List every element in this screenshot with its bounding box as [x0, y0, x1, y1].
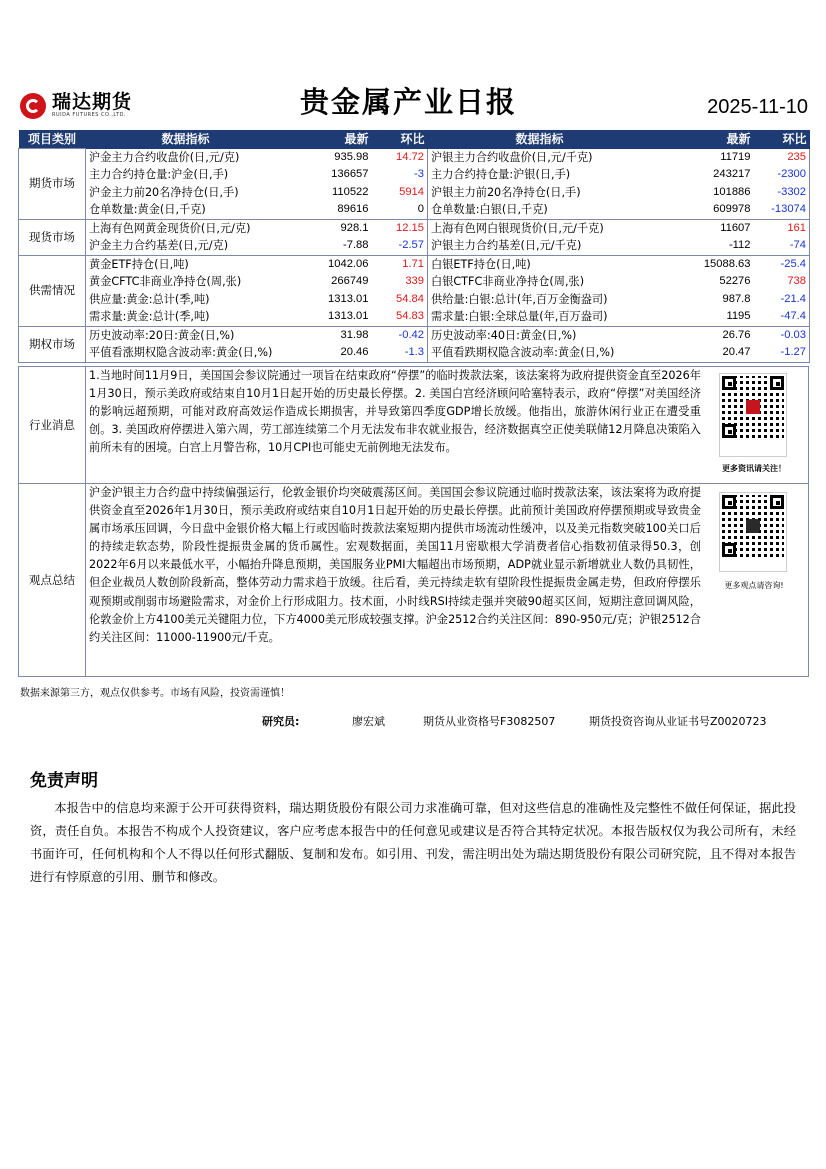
- change-cell: 738: [754, 273, 810, 291]
- indicator-cell: 沪金主力合约基差(日,元/克): [86, 237, 286, 255]
- table-row: [19, 219, 810, 237]
- logo-mark-icon: [20, 93, 46, 119]
- view-summary-text: 沪金沪银主力合约盘中持续偏强运行，伦敦金银价均突破震荡区间。美国国会参议院通过临时拨款法案，该法案将为政府提供资金直至2026年1月30日，预示美政府或结束自10月1日起开始的历史最长停摆。此前预计美国政府停摆预期或导致贵金属市场承压回调，今日盘中金银价格大幅上行或因临时拨款法案短期内提供市场流动性缓冲，以及美元指数突破100关口后的持续走软态势，阶段性提振贵金属的货币属性。宏观数据面，美国11月密歇根大学消费者信心指数初值录得50.3，创2022年6月以来最低水平，小幅抬升降息预期，美国服务业PMI大幅超出市场预期，ADP就业显示新增就业人数仍具韧性，但企业裁员人数创阶段新高，整体劳动力需求趋于放缓。往后看，美元持续走软有望阶段性提振贵金属走势，但政府停摆乐观预期或削弱市场避险需求，对金价上行形成阻力。技术面，小时线RSI持续走强并突破90超买区间，短期注意回调风险，伦敦金价上方4100美元关键阻力位，下方4000美元形成较强支撑。沪金2512合约关注区间：890-950元/克；沪银2512合约关注区间：11000-11900元/千克。: [89, 486, 701, 644]
- data-source-note: 数据来源第三方，观点仅供参考。市场有风险，投资需谨慎！: [20, 688, 290, 699]
- header-change-right: 环比: [754, 130, 810, 149]
- change-cell: 54.83: [372, 308, 428, 326]
- category-cell: 供需情况: [19, 255, 86, 326]
- indicator-cell: 白银ETF持仓(日,吨): [428, 255, 652, 273]
- latest-cell: 1042.06: [328, 257, 369, 270]
- view-summary-block: [18, 483, 809, 677]
- table-row: [19, 184, 810, 202]
- category-cell: 期权市场: [19, 326, 86, 362]
- indicator-cell: 主力合约持仓量:沪金(日,手): [89, 168, 229, 182]
- report-date: 2025-11-10: [707, 96, 808, 118]
- data-table: [18, 130, 810, 363]
- indicator-cell: 主力合约持仓量:沪银(日,手): [428, 166, 652, 184]
- indicator-cell: 仓单数量:白银(日,千克): [428, 201, 652, 219]
- latest-cell: 20.47: [652, 344, 754, 362]
- change-cell: -25.4: [754, 255, 810, 273]
- indicator-cell: 上海有色网白银现货价(日,元/千克): [428, 219, 652, 237]
- latest-cell: 15088.63: [703, 257, 751, 270]
- report-header: [0, 0, 826, 130]
- latest-cell: 987.8: [722, 292, 751, 305]
- indicator-cell: 沪银主力合约收盘价(日,元/千克): [428, 149, 652, 167]
- change-cell: 161: [754, 219, 810, 237]
- change-cell: -2300: [754, 166, 810, 184]
- latest-cell: 243217: [713, 168, 751, 181]
- indicator-cell: 需求量:黄金:总计(季,吨): [86, 308, 286, 326]
- logo-name-en: RUIDA FUTURES CO.,LTD.: [52, 112, 127, 118]
- latest-cell: 935.98: [334, 150, 369, 163]
- change-cell: -47.4: [754, 308, 810, 326]
- table-header-row: [19, 130, 810, 149]
- table-row: [19, 237, 810, 255]
- change-cell: -2.57: [372, 237, 428, 255]
- indicator-cell: 白银CTFC非商业净持仓(周,张): [428, 273, 652, 291]
- change-cell: -1.27: [754, 344, 810, 362]
- latest-cell: 31.98: [340, 328, 369, 341]
- latest-cell: 110522: [331, 185, 369, 198]
- latest-cell: 20.46: [286, 344, 372, 362]
- disclaimer-title: 免责声明: [30, 771, 98, 791]
- indicator-cell: 黄金ETF持仓(日,吨): [89, 257, 189, 271]
- futures-license: 期货从业资格号F3082507: [423, 715, 556, 728]
- indicator-cell: 沪银主力合约基差(日,元/千克): [428, 237, 652, 255]
- change-cell: 235: [754, 149, 810, 167]
- header-latest-left: 最新: [286, 130, 372, 149]
- indicator-cell: 沪银主力前20名净持仓(日,手): [428, 184, 652, 202]
- latest-cell: 1313.01: [328, 292, 369, 305]
- latest-cell: 26.76: [722, 328, 751, 341]
- change-cell: -0.03: [754, 326, 810, 344]
- change-cell: 0: [372, 201, 428, 219]
- indicator-cell: 仓单数量:黄金(日,千克): [86, 201, 286, 219]
- industry-news-label: 行业消息: [19, 367, 86, 483]
- latest-cell: 266749: [331, 275, 369, 288]
- indicator-cell: 沪金主力前20名净持仓(日,手): [89, 185, 239, 199]
- change-cell: 12.15: [396, 221, 424, 234]
- category-cell: 期货市场: [19, 149, 86, 220]
- latest-cell: 1195: [652, 308, 754, 326]
- table-row: [19, 166, 810, 184]
- indicator-cell: 历史波动率:20日:黄金(日,%): [89, 328, 235, 342]
- latest-cell: -7.88: [286, 237, 372, 255]
- indicator-cell: 黄金CFTC非商业净持仓(周,张): [89, 275, 242, 289]
- qr-code-wechat: [719, 492, 787, 572]
- table-row: [19, 273, 810, 291]
- qr-caption-wechat: 更多观点请咨询!: [724, 581, 784, 590]
- researcher-name: 廖宏斌: [352, 715, 385, 728]
- change-cell: 54.84: [396, 292, 424, 305]
- table-row: [19, 149, 810, 167]
- change-cell: -3302: [754, 184, 810, 202]
- latest-cell: 609978: [652, 201, 754, 219]
- category-cell: 现货市场: [19, 219, 86, 255]
- change-cell: 339: [405, 275, 424, 288]
- latest-cell: 136657: [331, 168, 369, 181]
- latest-cell: 52276: [719, 275, 751, 288]
- change-cell: 1.71: [402, 257, 424, 270]
- view-summary-label: 观点总结: [19, 484, 86, 676]
- latest-cell: 1313.01: [286, 308, 372, 326]
- header-indicator-right: 数据指标: [428, 130, 652, 149]
- company-logo: [20, 92, 132, 119]
- change-cell: -21.4: [754, 291, 810, 309]
- change-cell: 5914: [399, 185, 424, 198]
- logo-name-cn: 瑞达期货: [52, 91, 133, 113]
- latest-cell: 11719: [720, 150, 751, 163]
- indicator-cell: 平值看涨期权隐含波动率:黄金(日,%): [86, 344, 286, 362]
- table-row: [19, 201, 810, 219]
- table-row: [19, 255, 810, 273]
- header-latest-right: 最新: [652, 130, 754, 149]
- disclaimer-text: 本报告中的信息均来源于公开可获得资料，瑞达期货股份有限公司力求准确可靠，但对这些信息的准确性及完整性不做任何保证，据此投资，责任自负。本报告不构成个人投资建议，客户应考虑本报告中的任何意见或建议是否符合其特定状况。本报告版权仅为我公司所有，未经书面许可，任何机构和个人不得以任何形式翻版、复制和发布。如引用、刊发，需注明出处为瑞达期货股份有限公司研究院，且不得对本报告进行有悖原意的引用、删节和修改。: [30, 801, 796, 884]
- researcher-label: 研究员:: [262, 715, 300, 728]
- header-change-left: 环比: [372, 130, 428, 149]
- indicator-cell: 沪金主力合约收盘价(日,元/克): [89, 150, 240, 164]
- latest-cell: 89616: [286, 201, 372, 219]
- change-cell: -1.3: [372, 344, 428, 362]
- latest-cell: -112: [652, 237, 754, 255]
- industry-news-block: [18, 366, 809, 484]
- change-cell: -0.42: [398, 328, 424, 341]
- latest-cell: 101886: [713, 185, 751, 198]
- consulting-license: 期货投资咨询从业证书号Z0020723: [589, 715, 767, 728]
- indicator-cell: 需求量:白银:全球总量(年,百万盎司): [428, 308, 652, 326]
- latest-cell: 11607: [720, 221, 751, 234]
- indicator-cell: 历史波动率:40日:黄金(日,%): [428, 326, 652, 344]
- qr-code-news: [719, 373, 787, 457]
- qr-caption-news: 更多资讯请关注！: [722, 464, 786, 473]
- change-cell: -13074: [754, 201, 810, 219]
- latest-cell: 928.1: [340, 221, 369, 234]
- table-row: [19, 308, 810, 326]
- indicator-cell: 供给量:白银:总计(年,百万金衡盎司): [428, 291, 652, 309]
- change-cell: -74: [754, 237, 810, 255]
- indicator-cell: 供应量:黄金:总计(季,吨): [89, 292, 210, 306]
- change-cell: -3: [414, 168, 424, 181]
- table-row: [19, 344, 810, 362]
- industry-news-text: 1.当地时间11月9日，美国国会参议院通过一项旨在结束政府“停摆”的临时拨款法案，该法案将为政府提供资金直至2026年1月30日，预示美政府或结束自10月1日起开始的历史最长停摆。2. 美国白宫经济顾问哈塞特表示，政府“停摆”对美国经济的影响远超预期，可能对政府高效运作造成长期损害，并导致第四季度GDP增长放缓。他指出，旅游休闲行业正在遭受重创。3. 美国政府停摆进入第六周，劳工部连续第二个月无法发布非农就业报告，经济数据真空正使美联储12月降息决策陷入前所未有的困境。白宫上月警告称，10月CPI也可能史无前例地无法发布。: [89, 369, 701, 455]
- table-row: [19, 326, 810, 344]
- indicator-cell: 上海有色网黄金现货价(日,元/克): [89, 221, 251, 235]
- header-indicator-left: 数据指标: [86, 130, 286, 149]
- indicator-cell: 平值看跌期权隐含波动率:黄金(日,%): [428, 344, 652, 362]
- change-cell: 14.72: [396, 150, 424, 163]
- table-row: [19, 291, 810, 309]
- report-title: 贵金属产业日报: [300, 85, 518, 119]
- header-category: 项目类别: [19, 130, 86, 149]
